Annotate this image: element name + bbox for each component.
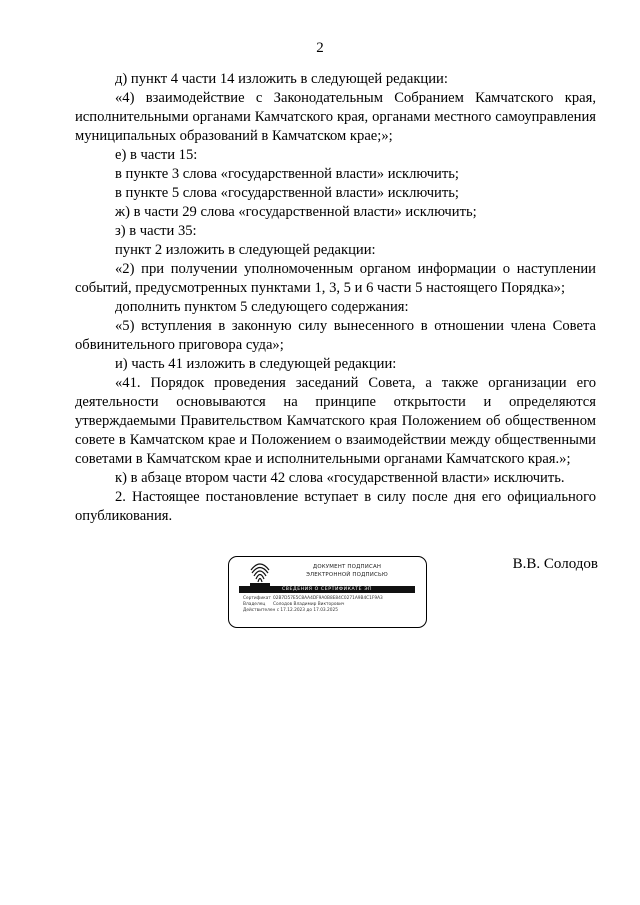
paragraph: «5) вступления в законную силу вынесенного в отношении члена Совета обвинительного приговора суда»; [75,318,596,353]
owner-row [243,602,344,607]
validity-text: Действителен с 17.12.2023 до 17.03.2025 [243,608,338,613]
paragraph: «41. Порядок проведения заседаний Совета, а также организации его деятельности основываются на принципе открытости и определяются утверждаемыми Правительством Камчатского края Положением об общественном совете в Камчатском крае и Положением о взаимодействии между общественными советами в Камчатском крае и исполнительными органами Камчатского края.»; [75,375,596,467]
certificate-value: 02B7D57E5C8AA4DF9A0B8E84C0271A9B4C1F9A3 [273,596,383,601]
owner-label: Владелец [243,602,266,607]
paragraph: 2. Настоящее постановление вступает в силу после дня его официального опубликования. [75,489,596,524]
certificate-label: Сертификат [243,596,271,601]
stamp-title [277,563,417,579]
paragraph: к) в абзаце втором части 42 слова «государственной власти» исключить. [115,470,565,486]
stamp-title-line: ЭЛЕКТРОННОЙ ПОДПИСЬЮ [306,572,388,578]
paragraph: д) пункт 4 части 14 изложить в следующей редакции: [115,71,448,87]
paragraph: ж) в части 29 слова «государственной власти» исключить; [115,204,477,220]
paragraph: в пункте 5 слова «государственной власти» исключить; [115,185,459,201]
paragraph: е) в части 15: [115,147,198,163]
certificate-header-bar: СВЕДЕНИЯ О СЕРТИФИКАТЕ ЭП [239,586,415,593]
fingerprint-emblem-icon [249,561,271,587]
paragraph: «2) при получении уполномоченным органом информации о наступлении событий, предусмотренных пунктами 1, 3, 5 и 6 части 5 настоящего Порядка»; [75,261,596,296]
paragraph: в пункте 3 слова «государственной власти» исключить; [115,166,459,182]
electronic-signature-stamp [228,556,427,628]
paragraph: и) часть 41 изложить в следующей редакции: [115,356,397,372]
page-number: 2 [316,40,324,56]
paragraph: пункт 2 изложить в следующей редакции: [115,242,376,258]
validity-row [243,608,338,613]
certificate-row [243,596,383,601]
document-body [75,70,596,526]
owner-value: Солодов Владимир Викторович [273,602,345,607]
signatory-name: В.В. Солодов [512,556,598,572]
paragraph: дополнить пунктом 5 следующего содержания: [115,299,409,315]
paragraph: «4) взаимодействие с Законодательным Собранием Камчатского края, исполнительными органами Камчатского края, органами местного самоуправления муниципальных образований в Камчатском крае;»; [75,90,596,144]
stamp-title-line: ДОКУМЕНТ ПОДПИСАН [312,564,382,570]
paragraph: з) в части 35: [115,223,197,239]
